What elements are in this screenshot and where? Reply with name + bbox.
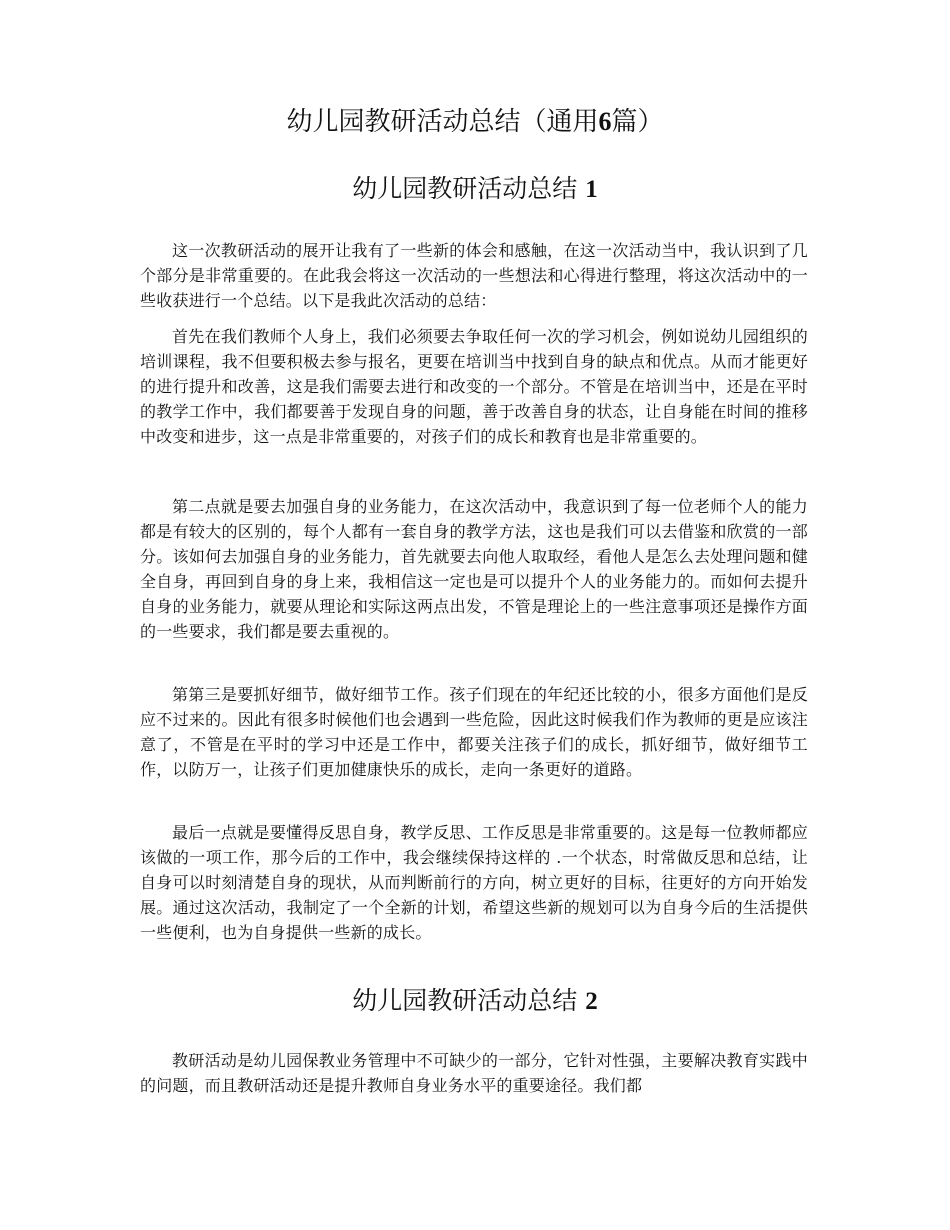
document-title-number: 6 xyxy=(598,107,612,136)
paragraph: 首先在我们教师个人身上，我们必须要去争取任何一次的学习机会，例如说幼儿园组织的培训课程，我不但要积极去参与报名，更要在培训当中找到自身的缺点和优点。从而才能更好的进行提升和改善，这是我们需要去进行和改变的一个部分。不管是在培训当中，还是在平时的教学工作中，我们都要善于发现自身的问题，善于改善自身的状态，让自身能在时间的推移中改变和进步，这一点是非常重要的，对孩子们的成长和教育也是非常重要的。 xyxy=(140,327,808,446)
section-heading-1-number: 1 xyxy=(585,176,598,203)
section-heading-2-text: 幼儿园教研活动总结 xyxy=(352,986,578,1015)
document-title xyxy=(0,104,950,140)
section-heading-1 xyxy=(0,172,950,207)
paragraph: 最后一点就是要懂得反思自身，教学反思、工作反思是非常重要的。这是每一位教师都应该做的一项工作，那今后的工作中，我会继续保持这样的 .一个状态，时常做反思和总结，让自身可以时刻清楚自身的现状，从而判断前行的方向，树立更好的目标，往更好的方向开始发展。通过这次活动，我制定了一个全新的计划，希望这些新的规划可以为自身今后的生活提供一些便利，也为自身提供一些新的成长。 xyxy=(140,823,808,942)
document-title-text: 幼儿园教研活动总结（通用 xyxy=(286,107,599,137)
paragraph: 第二点就是要去加强自身的业务能力，在这次活动中，我意识到了每一位老师个人的能力都是有较大的区别的，每个人都有一套自身的教学方法，这也是我们可以去借鉴和欣赏的一部分。该如何去加强自身的业务能力，首先就要去向他人取取经，看他人是怎么去处理问题和健全自身，再回到自身的身上来，我相信这一定也是可以提升个人的业务能力的。而如何去提升自身的业务能力，就要从理论和实际这两点出发，不管是理论上的一些注意事项还是操作方面的一些要求，我们都是要去重视的。 xyxy=(140,497,808,641)
paragraph: 第第三是要抓好细节，做好细节工作。孩子们现在的年纪还比较的小，很多方面他们是反应不过来的。因此有很多时候他们也会遇到一些危险，因此这时候我们作为教师的更是应该注意了，不管是在平时的学习中还是工作中，都要关注孩子们的成长，抓好细节，做好细节工作，以防万一，让孩子们更加健康快乐的成长，走向一条更好的道路。 xyxy=(140,685,808,779)
paragraph: 这一次教研活动的展开让我有了一些新的体会和感触，在这一次活动当中，我认识到了几个部分是非常重要的。在此我会将这一次活动的一些想法和心得进行整理，将这次活动中的一些收获进行一个总结。以下是我此次活动的总结： xyxy=(140,241,808,310)
section-heading-1-text: 幼儿园教研活动总结 xyxy=(352,174,578,203)
section-heading-2 xyxy=(0,984,950,1019)
document-title-suffix: 篇） xyxy=(611,107,664,137)
paragraph: 教研活动是幼儿园保教业务管理中不可缺少的一部分，它针对性强，主要解决教育实践中的问题，而且教研活动还是提升教师自身业务水平的重要途径。我们都 xyxy=(140,1051,808,1095)
section-heading-2-number: 2 xyxy=(585,988,598,1015)
